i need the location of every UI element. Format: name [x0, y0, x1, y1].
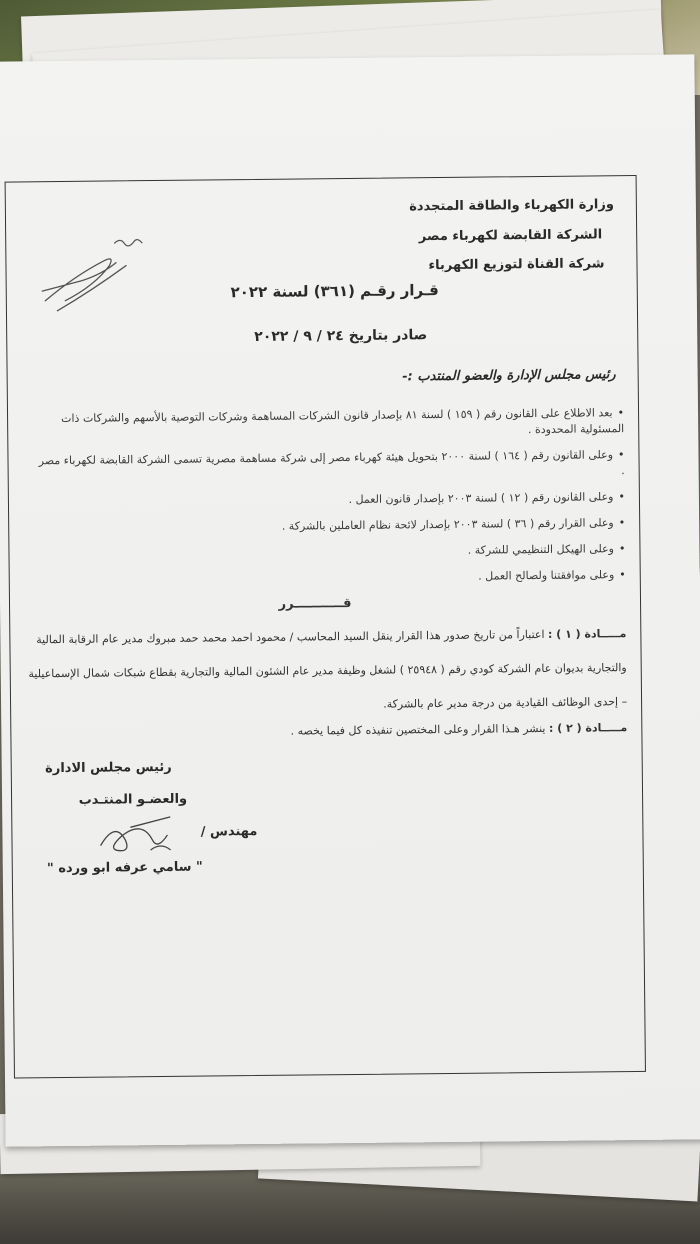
article-2: [27, 711, 627, 751]
signature-title-2: والعضـو المنتـدب: [78, 791, 188, 808]
signature-handwritten: [90, 805, 201, 866]
preamble-list: [34, 405, 626, 599]
decree-issue-date: صادر بتاريخ ٢٤ / ٩ / ٢٠٢٢: [254, 327, 428, 345]
decree-document: [0, 54, 700, 1146]
article-text: اعتباراً من تاريخ صدور هذا القرار ينقل السيد المحاسب / محمود احمد محمد حمد مبروك مدير عام الرقابة المالية والتجارية بديوان عام الشركة كودي رقم ( ٢٥٩٤٨ ) لشغل وظيفة مدير عام الشئون المالية والتجارية بقطاع شبكات شمال الإسماعيلية – إحدى الوظائف القيادية من درجة مدير عام بالشركة.: [28, 627, 628, 711]
decides-heading: قـــــــــــرر: [278, 595, 352, 612]
signature-title-1: رئيس مجلس الادارة: [45, 759, 172, 777]
preamble-item: • وعلى القانون رقم ( ١٦٤ ) لسنة ٢٠٠٠ بتحويل هيئة كهرباء مصر إلى شركة مساهمة مصرية تسمى الشركة القابضة لكهرباء مصر .: [34, 447, 624, 485]
decree-number: قـرار رقـم (٣٦١) لسنة ٢٠٢٢: [230, 281, 439, 302]
signature-prefix: مهندس /: [200, 823, 258, 840]
article-1: [26, 617, 627, 725]
header-ministry: وزارة الكهرباء والطاقة المتجددة: [409, 197, 614, 215]
header-holding-company: الشركة القابضة لكهرباء مصر: [418, 227, 603, 245]
preamble-item: • وعلى القرار رقم ( ٣٦ ) لسنة ٢٠٠٣ بإصدار لائحة نظام العاملين بالشركة .: [35, 515, 625, 537]
header-company: شركة القناة لتوزيع الكهرباء: [428, 256, 605, 274]
preamble-item: • وعلى موافقتنا ولصالح العمل .: [36, 567, 626, 589]
article-heading: مـــــادة ( ٢ ) :: [548, 721, 628, 735]
signature-name: " سامي عرفه ابو ورده ": [46, 859, 203, 877]
decree-authority: رئيس مجلس الإدارة والعضو المنتدب :-: [402, 367, 616, 385]
preamble-item: • بعد الاطلاع على القانون رقم ( ١٥٩ ) لسنة ٨١ بإصدار قانون الشركات المساهمة وشركات التوصية بالأسهم والشركات ذات المسئولية المحدودة .: [34, 405, 624, 443]
preamble-item: • وعلى الهيكل التنظيمي للشركة .: [35, 541, 625, 563]
article-heading: مـــــادة ( ١ ) :: [547, 627, 627, 641]
initials-handwritten-mark: [36, 215, 157, 326]
preamble-item: • وعلى القانون رقم ( ١٢ ) لسنة ٢٠٠٣ بإصدار قانون العمل .: [35, 489, 625, 511]
article-text: ينشر هـذا القرار وعلى المختصين تنفيذه كل فيما يخصه .: [290, 721, 546, 738]
